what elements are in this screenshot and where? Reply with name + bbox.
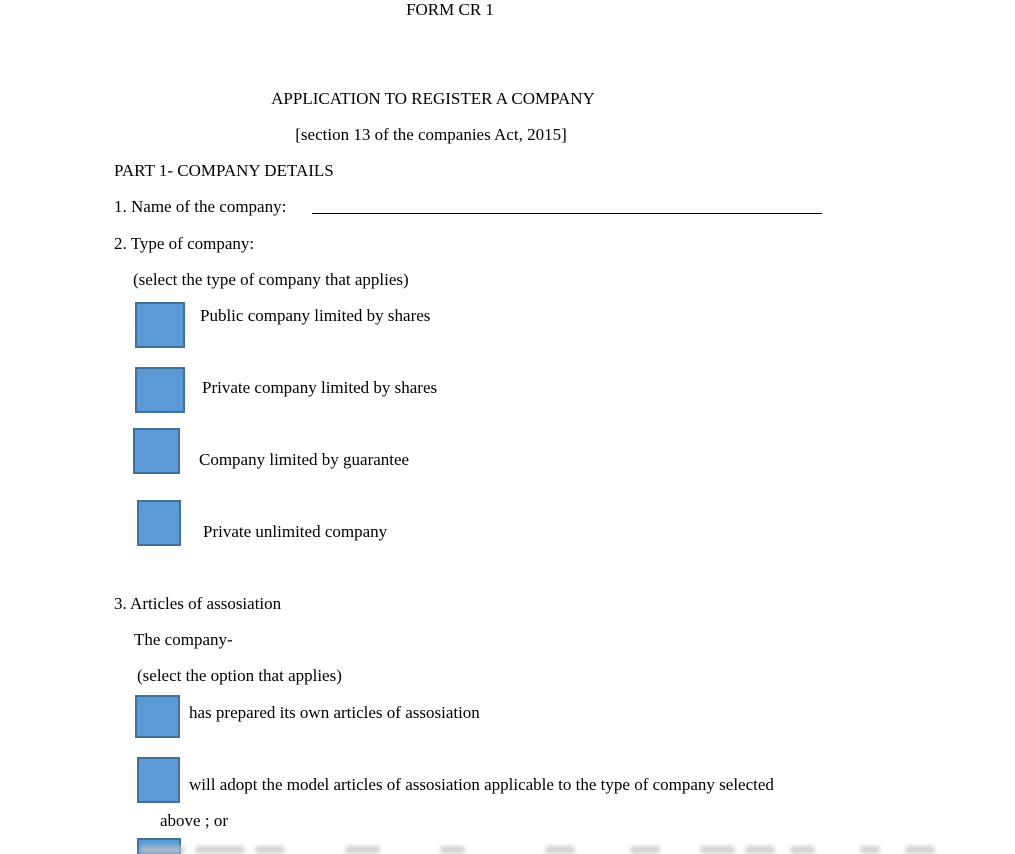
- company-type-hint: (select the type of company that applies): [133, 270, 409, 289]
- checkbox-public-company-limited-by-shares[interactable]: [135, 302, 185, 348]
- form-code-heading: FORM CR 1: [406, 0, 494, 19]
- company-name-input-line[interactable]: [312, 197, 822, 214]
- option-label-company-limited-by-guarantee: Company limited by guarantee: [199, 450, 410, 469]
- option-label-private-company-limited-by-shares: Private company limited by shares: [202, 378, 438, 397]
- checkbox-private-unlimited-company[interactable]: [137, 500, 181, 546]
- articles-hint: (select the option that applies): [137, 666, 342, 685]
- part1-heading: PART 1- COMPANY DETAILS: [114, 161, 334, 180]
- form-section-reference: [section 13 of the companies Act, 2015]: [295, 125, 567, 144]
- checkbox-own-articles[interactable]: [135, 695, 180, 738]
- checkbox-private-company-limited-by-shares[interactable]: [135, 367, 185, 413]
- option-label-own-articles: has prepared its own articles of assosiation: [189, 703, 480, 722]
- articles-intro: The company-: [134, 630, 233, 649]
- option-label-private-unlimited-company: Private unlimited company: [203, 522, 388, 541]
- checkbox-company-limited-by-guarantee[interactable]: [133, 428, 180, 474]
- option-label-model-articles-line2: above ; or: [160, 811, 228, 830]
- checkbox-model-articles[interactable]: [137, 757, 180, 803]
- company-name-label: 1. Name of the company:: [114, 197, 287, 216]
- articles-label: 3. Articles of assosiation: [114, 594, 282, 613]
- blurred-text-line: [140, 845, 940, 854]
- option-label-public-company-limited-by-shares: Public company limited by shares: [200, 306, 431, 325]
- company-type-label: 2. Type of company:: [114, 234, 255, 253]
- form-title: APPLICATION TO REGISTER A COMPANY: [271, 89, 595, 108]
- option-label-model-articles-line1: will adopt the model articles of assosiation applicable to the type of company selected: [189, 775, 774, 794]
